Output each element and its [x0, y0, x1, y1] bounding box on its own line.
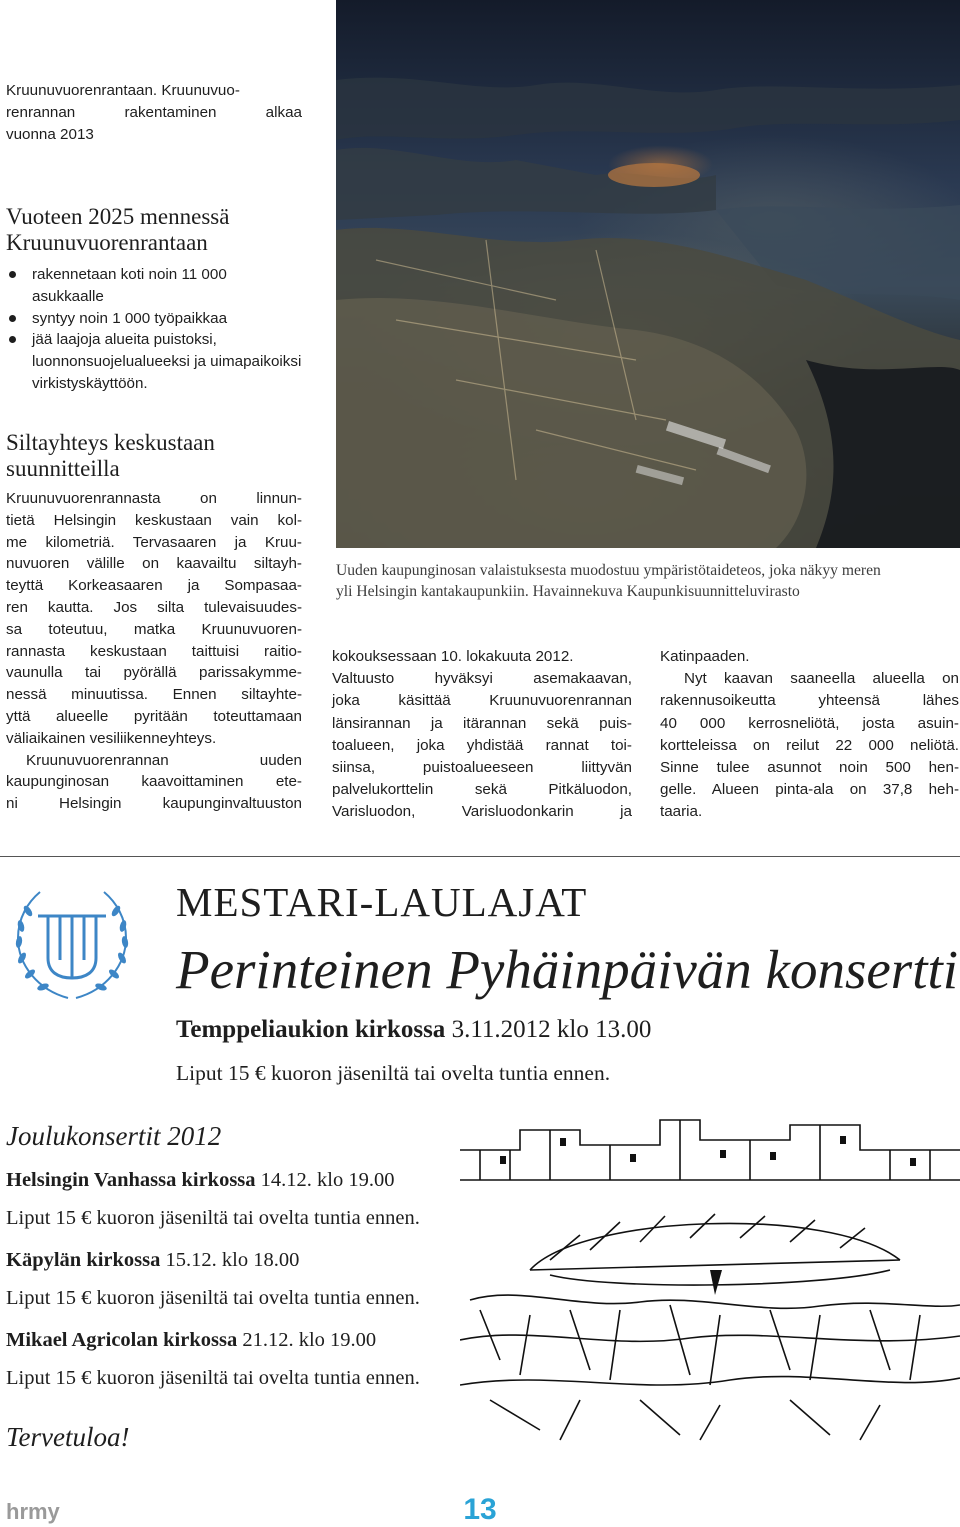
body-line: siinsa, puistoalueeseen liittyvän — [332, 759, 632, 777]
body-line: Varisluodon, Varisluodonkarin ja — [332, 803, 632, 821]
page-number: 13 — [463, 1493, 497, 1526]
aerial-night-photo — [336, 0, 960, 548]
body-line: Valtuusto hyväksyi asemakaavan, — [332, 670, 632, 688]
body-line: 40 000 kerrosneliötä, josta asuin- — [660, 714, 959, 732]
body-line: kokouksessaan 10. lokakuuta 2012. — [332, 648, 574, 665]
caption-line: Uuden kaupunginosan valaistuksesta muodostuu ympäristötaideteos, joka näkyy meren — [336, 562, 881, 579]
body-line: Sinne tulee asunnot noin 500 hen- — [660, 759, 959, 777]
concert-church: Helsingin Vanhassa kirkossa — [6, 1169, 256, 1191]
concert-church: Käpylän kirkossa — [6, 1249, 161, 1271]
concert-item — [6, 1326, 420, 1392]
list-item: rakennetaan koti noin 11 000 asukkaalle — [6, 264, 302, 308]
body-line: teyttä Korkeasaaren ja Sompasaa- — [6, 577, 302, 595]
body-line: kaupunginosan kaavoittaminen ete- — [6, 773, 302, 791]
middle-column — [332, 646, 632, 824]
section-divider — [0, 856, 960, 857]
body-line: kortteleissa on reilut 22 000 neliötä. — [660, 736, 959, 754]
body-line: yttä alueelle pyritään toteuttamaan — [6, 707, 302, 725]
body-line: Katinpaaden. — [660, 648, 750, 665]
choir-name: MESTARI-LAULAJAT — [176, 879, 588, 925]
concert-title: Perinteinen Pyhäinpäivän konsertti — [176, 939, 959, 1000]
body-line: gelle. Alueen pinta-ala on 37,8 heh- — [660, 781, 959, 799]
concert-date: 14.12. klo 19.00 — [255, 1169, 395, 1191]
venue-name: Temppeliaukion kirkossa — [176, 1016, 446, 1043]
section-heading-2025 — [6, 204, 302, 256]
intro-line: Kruunuvuorenrantaan. Kruunuvuo- — [6, 82, 240, 99]
venue-date: 3.11.2012 klo 13.00 — [445, 1016, 652, 1043]
body-line: rannasta keskustaan taittuisi raitio- — [6, 642, 302, 660]
concert-venue — [176, 1014, 651, 1046]
body-line: sa toteutuu, matka Kruunuvuoren- — [6, 620, 302, 638]
welcome-text: Tervetuloa! — [6, 1422, 130, 1452]
right-column — [660, 646, 959, 824]
concert-date: 21.12. klo 19.00 — [237, 1329, 377, 1351]
heading-line: Kruunuvuorenrantaan — [6, 230, 208, 255]
heading-line: suunnitteilla — [6, 456, 120, 481]
choir-wreath-logo-icon — [8, 880, 136, 1010]
body-line: rakennusoikeutta yhteensä lähes — [660, 692, 959, 710]
section-heading-bridge — [6, 430, 302, 482]
body-line: Kruunuvuorenrannan uuden — [26, 751, 302, 769]
body-line: tietä Helsingin keskustaan vain kol- — [6, 511, 302, 529]
concert-item — [6, 1166, 420, 1232]
intro-line: vuonna 2013 — [6, 125, 94, 143]
concert-church: Mikael Agricolan kirkossa — [6, 1329, 238, 1351]
concert-tickets: Liput 15 € kuoron jäseniltä tai ovelta tuntia ennen. — [6, 1367, 420, 1389]
body-line: Kruunuvuorenrannasta on linnun- — [6, 490, 302, 507]
body-line: toalueen, joka yhdistää rannat toi- — [332, 736, 632, 754]
body-line: palvelukorttelin sekä Pitkäluodon, — [332, 781, 632, 799]
christmas-concerts-title: Joulukonsertit 2012 — [6, 1121, 222, 1151]
body-line: joka käsittää Kruunuvuorenrannan — [332, 692, 632, 710]
photo-caption — [336, 560, 946, 602]
list-item: syntyy noin 1 000 työpaikkaa — [6, 308, 302, 330]
body-line: ni Helsingin kaupunginvaltuuston — [6, 795, 302, 813]
concert-item — [6, 1246, 420, 1312]
goals-list — [6, 264, 302, 395]
body-line: länsirannan ja itärannan sekä puis- — [332, 714, 632, 732]
body-line: ren kautta. Jos silta tulevaisuudes- — [6, 598, 302, 616]
ticket-info: Liput 15 € kuoron jäseniltä tai ovelta tuntia ennen. — [176, 1061, 611, 1085]
caption-line: yli Helsingin kantakaupunkiin. Havainnekuva Kaupunkisuunnitteluvirasto — [336, 583, 800, 600]
body-line: Nyt kaavan saaneella alueella on — [684, 670, 959, 688]
magazine-brand: hrmy — [6, 1499, 60, 1524]
body-line: nuvuoren välille on kaavailtu siltayh- — [6, 555, 302, 573]
body-line: taaria. — [660, 803, 703, 821]
concert-tickets: Liput 15 € kuoron jäseniltä tai ovelta tuntia ennen. — [6, 1287, 420, 1309]
list-item: jää laajoja alueita puistoksi, luonnonsuojelualueeksi ja uimapaikoiksi virkistyskäyttöön. — [6, 329, 302, 394]
body-line: väliaikainen vesiliikenneyhteys. — [6, 729, 217, 747]
intro-text — [6, 80, 302, 145]
bridge-body — [6, 488, 302, 815]
body-line: vaunulla tai pyörällä parissakymme- — [6, 664, 302, 682]
church-sketch-illustration — [460, 1110, 960, 1450]
concert-tickets: Liput 15 € kuoron jäseniltä tai ovelta tuntia ennen. — [6, 1207, 420, 1229]
concert-date: 15.12. klo 18.00 — [160, 1249, 300, 1271]
body-line: nessä minuutissa. Ennen siltayhte- — [6, 686, 302, 704]
heading-line: Vuoteen 2025 mennessä — [6, 204, 230, 229]
intro-line: renrannan rakentaminen alkaa — [6, 103, 302, 121]
heading-line: Siltayhteys keskustaan — [6, 430, 215, 455]
body-line: me kilometriä. Tervasaaren ja Kruu- — [6, 533, 302, 551]
